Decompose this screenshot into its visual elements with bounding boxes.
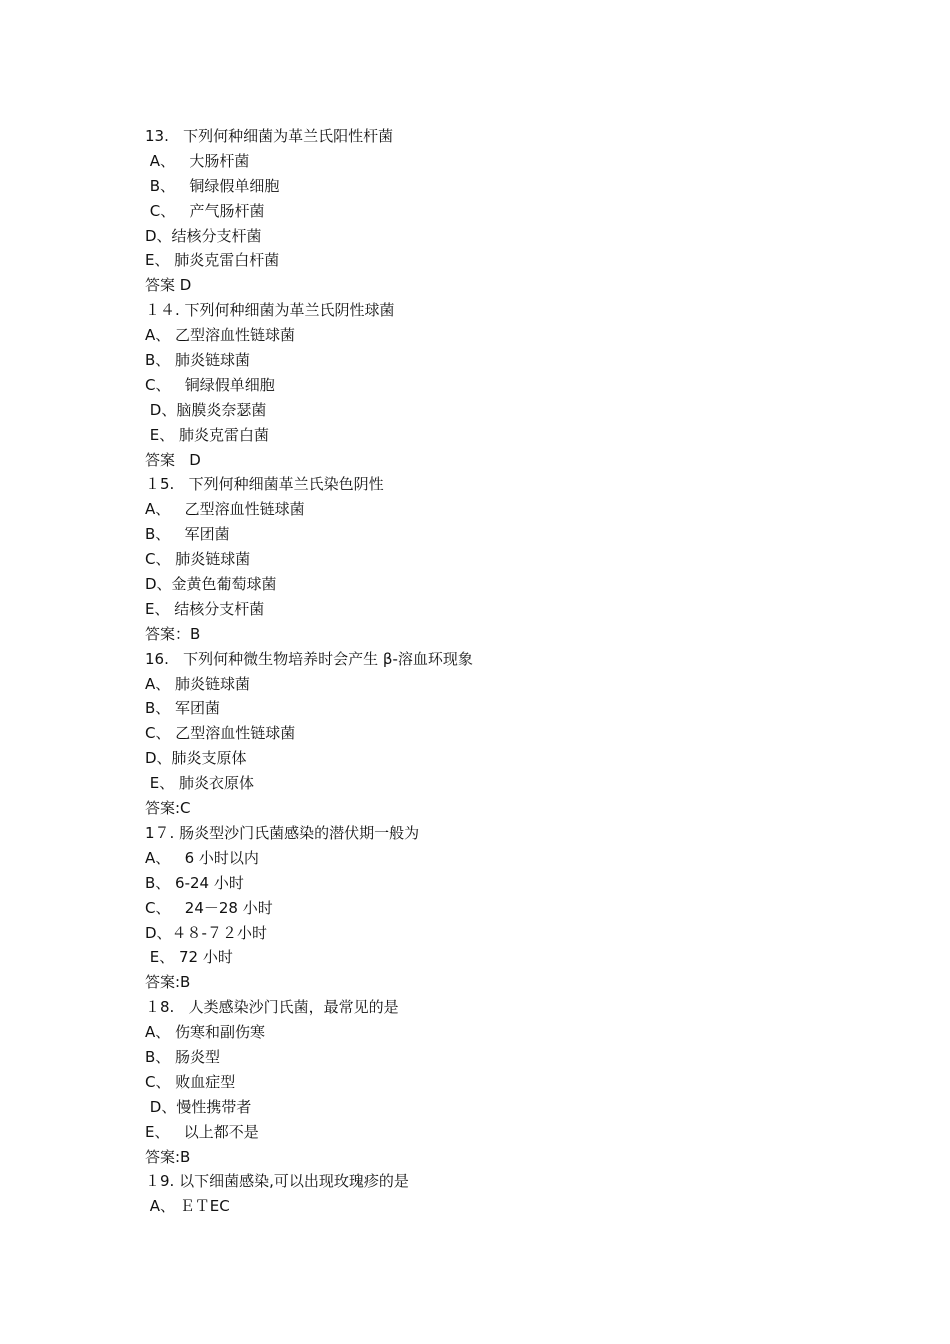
question-18-answer: 答案:B bbox=[145, 1147, 191, 1166]
question-17-option-e: E、 72 小时 bbox=[145, 948, 233, 967]
question-15-answer: 答案：B bbox=[145, 624, 201, 643]
question-16-option-d: D、肺炎支原体 bbox=[145, 749, 247, 768]
question-13-option-b: B、 铜绿假单细胞 bbox=[145, 176, 280, 195]
question-17-stem: 1７. 肠炎型沙门氏菌感染的潜伏期一般为 bbox=[145, 823, 420, 842]
question-16-answer: 答案:C bbox=[145, 799, 191, 818]
question-16-option-c: C、 乙型溶血性链球菌 bbox=[145, 724, 296, 743]
question-17-answer: 答案:B bbox=[145, 973, 191, 992]
question-14-option-a: A、 乙型溶血性链球菌 bbox=[145, 326, 296, 345]
question-16-stem: 16. 下列何种微生物培养时会产生 β-溶血环现象 bbox=[145, 649, 473, 668]
question-14-option-e: E、 肺炎克雷白菌 bbox=[145, 425, 270, 444]
question-16-option-a: A、 肺炎链球菌 bbox=[145, 674, 251, 693]
question-16-option-b: B、 军团菌 bbox=[145, 699, 221, 718]
question-13-stem: 13. 下列何种细菌为革兰氏阳性杆菌 bbox=[145, 127, 394, 145]
question-17-option-d: D、４８-７２小时 bbox=[145, 923, 267, 942]
question-18-stem: １8. 人类感染沙门氏菌，最常见的是 bbox=[145, 998, 399, 1017]
document-page bbox=[145, 124, 845, 1219]
question-18-option-d: D、慢性携带者 bbox=[145, 1097, 252, 1116]
question-17-option-b: B、 6-24 小时 bbox=[145, 873, 244, 892]
question-17-option-c: C、 24－28 小时 bbox=[145, 898, 273, 917]
question-14-option-b: B、 肺炎链球菌 bbox=[145, 351, 251, 370]
question-15-stem: １5. 下列何种细菌革兰氏染色阴性 bbox=[145, 475, 384, 494]
question-14-stem: １４. 下列何种细菌为革兰氏阴性球菌 bbox=[145, 301, 395, 320]
question-15-option-d: D、金黄色葡萄球菌 bbox=[145, 575, 277, 594]
question-14-option-d: D、脑膜炎奈瑟菌 bbox=[145, 400, 267, 419]
question-13-option-e: E、 肺炎克雷白杆菌 bbox=[145, 251, 280, 270]
question-13-option-d: D、结核分支杆菌 bbox=[145, 226, 262, 245]
question-14-option-c: C、 铜绿假单细胞 bbox=[145, 375, 275, 394]
question-15-option-a: A、 乙型溶血性链球菌 bbox=[145, 500, 305, 519]
question-18-option-a: A、 伤寒和副伤寒 bbox=[145, 1023, 266, 1042]
question-19-stem: １9. 以下细菌感染,可以出现玫瑰疹的是 bbox=[145, 1172, 409, 1191]
question-13-option-c: C、 产气肠杆菌 bbox=[145, 201, 265, 220]
question-14-answer: 答案 D bbox=[145, 450, 201, 469]
question-17-option-a: A、 6 小时以内 bbox=[145, 848, 259, 867]
question-16-option-e: E、 肺炎衣原体 bbox=[145, 774, 255, 793]
question-19-option-a: A、 ＥＴEC bbox=[145, 1197, 230, 1216]
question-18-option-c: C、 败血症型 bbox=[145, 1072, 236, 1091]
question-13-answer: 答案 D bbox=[145, 276, 192, 295]
question-15-option-c: C、 肺炎链球菌 bbox=[145, 550, 251, 569]
question-18-option-b: B、 肠炎型 bbox=[145, 1047, 221, 1066]
question-13-option-a: A、 大肠杆菌 bbox=[145, 151, 250, 170]
question-15-option-e: E、 结核分支杆菌 bbox=[145, 599, 265, 618]
question-15-option-b: B、 军团菌 bbox=[145, 525, 230, 544]
question-18-option-e: E、 以上都不是 bbox=[145, 1122, 259, 1141]
